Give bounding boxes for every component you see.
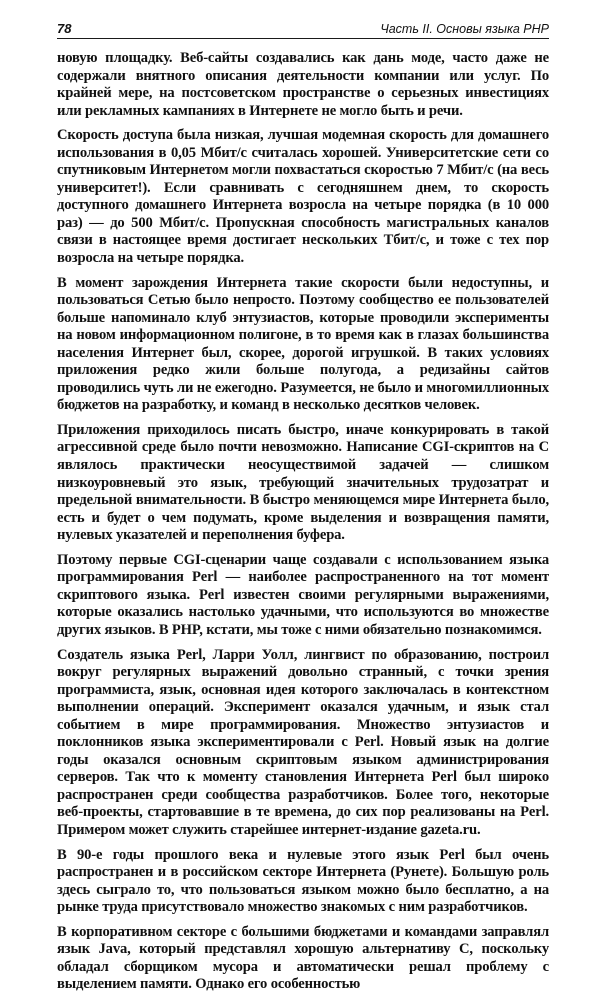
paragraph-6: Создатель языка Perl, Ларри Уолл, лингвист по образованию, построил вокруг регулярных выражений довольно странный, с точки зрения программиста, язык, основная идея которого заключалась в контекстном выполнении операций. Эксперимент оказался удачным, и язык стал событием в мире программирования. Множество энтузиастов и поклонников языка экспериментировали с Perl. Новый язык на долгие годы оказался основным скриптовым языком администрирования серверов. Так что к моменту становления Интернета Perl был широко распространен среди сообщества разработчиков. Более того, некоторые веб-проекты, стартовавшие в те времена, до сих пор реализованы на Perl. Примером может служить старейшее интернет-издание gazeta.ru. [57,646,549,838]
book-page [57,20,549,1001]
paragraph-7: В 90-е годы прошлого века и нулевые этого язык Perl был очень распространен и в российском секторе Интернета (Рунете). Большую роль здесь сыграло то, что пользоваться языком можно было бесплатно, а на рынке труда присутствовало множество знакомых с ним разработчиков. [57,846,549,916]
page-number: 78 [57,21,72,36]
paragraph-4: Приложения приходилось писать быстро, иначе конкурировать в такой агрессивной среде было почти невозможно. Написание CGI-скриптов на C являлось практически неосуществимой задачей — слишком низкоуровневый это язык, требующий значительных трудозатрат и предельной внимательности. В быстро меняющемся мире Интернета было, есть и будет о чем подумать, кроме выделения и возвращения памяти, нулевых указателей и переполнения буфера. [57,421,549,544]
paragraph-2: Скорость доступа была низкая, лучшая модемная скорость для домашнего использования в 0,05 Мбит/с считалась хорошей. Университетские сети со спутниковым Интернетом могли похвастаться скоростью 7 Мбит/с (на весь университет!). Если сравнивать с сегодняшнем днем, то скорость доступного домашнего Интернета возросла на четыре порядка (в 10 000 раз) — до 500 Мбит/с. Пропускная способность магистральных каналов связи в настоящее время достигает нескольких Тбит/с, и тоже с тех пор возросла на четыре порядка. [57,127,549,267]
paragraph-5: Поэтому первые CGI-сценарии чаще создавали с использованием языка программирования Perl — наиболее распространенного на тот момент скриптового языка. Perl известен своими регулярными выражениями, которые оказались настолько удачными, что используются во множестве других языков. В PHP, кстати, мы тоже с ними обязательно познакомимся. [57,551,549,638]
section-title: Часть II. Основы языка PHP [380,22,549,36]
paragraph-3: В момент зарождения Интернета такие скорости были недоступны, и пользоваться Сетью было непросто. Поэтому сообщество ее пользователей больше напоминало клуб энтузиастов, которые проводили эксперименты на новом информационном полигоне, в то время как в глазах большинства населения Интернет был, скорее, дорогой игрушкой. В таких условиях приложения редко жили больше полугода, а редизайны сайтов проводились чуть ли не ежегодно. Разумеется, не было и многомиллионных бюджетов на разработку, и команд в несколько десятков человек. [57,274,549,414]
running-head [57,20,549,39]
paragraph-1: новую площадку. Веб-сайты создавались как дань моде, часто даже не содержали внятного описания деятельности компании или услуг. По крайней мере, на постсоветском пространстве о серьезных инвестициях или рекламных кампаниях в Интернете не могло быть и речи. [57,50,549,119]
paragraph-8: В корпоративном секторе с большими бюджетами и командами заправлял язык Java, который представлял хорошую альтернативу C, поскольку обладал сборщиком мусора и автоматически решал проблему с выделением памяти. Однако его особенностью [57,923,549,993]
body-text [57,50,549,994]
